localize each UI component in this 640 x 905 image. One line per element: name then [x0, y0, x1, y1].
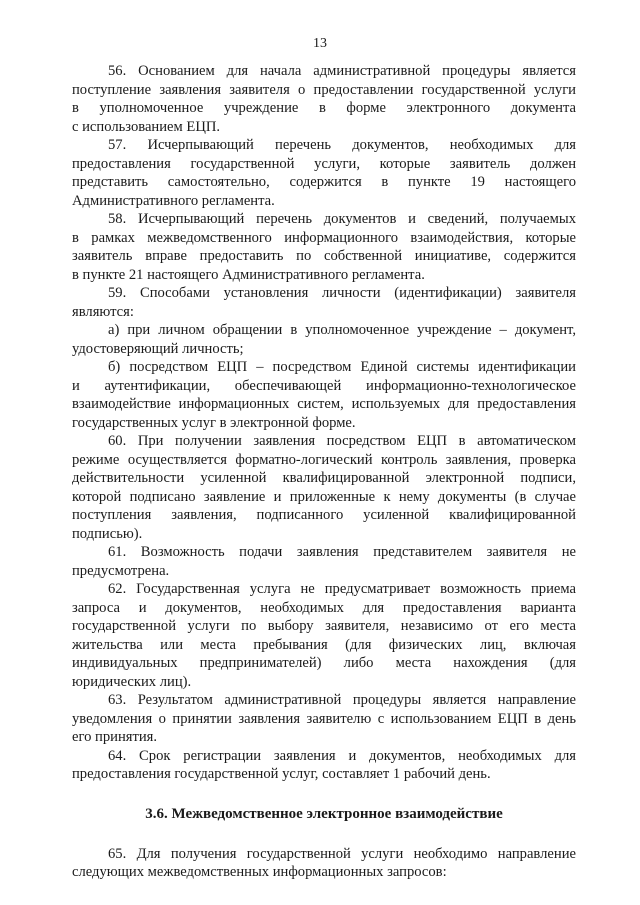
paragraph-line: 58. Исчерпывающий перечень документов и сведений, получаемых: [108, 211, 576, 227]
paragraph-line: которой подписано заявление и приложенные к нему документы (в случае: [72, 488, 576, 505]
paragraph: [72, 543, 576, 580]
paragraph-line: 57. Исчерпывающий перечень документов, необходимых для: [108, 137, 576, 153]
paragraph-line: представить самостоятельно, содержится в пункте 19 настоящего: [72, 174, 576, 190]
paragraph-line: предусмотрена.: [72, 562, 170, 579]
paragraph-line: предоставления государственной услуг, составляет 1 рабочий день.: [72, 766, 491, 782]
paragraph: [72, 321, 576, 358]
paragraph-line: поступление заявления заявителя о предоставлении государственной услуги: [72, 81, 576, 98]
paragraph-line: в пункте 21 настоящего Административного регламента.: [72, 266, 425, 283]
paragraph: [72, 210, 576, 284]
paragraph-line: с использованием ЕЦП.: [72, 118, 221, 135]
paragraph-line: индивидуальных предпринимателей) либо места нахождения (для: [72, 655, 576, 671]
paragraph-line: заявитель вправе предоставить по собственной инициативе, содержится: [72, 248, 576, 264]
paragraph: [72, 845, 576, 882]
paragraph-line: действительности усиленной квалифицированной электронной подписи,: [72, 470, 576, 486]
paragraph-line: юридических лиц).: [72, 673, 192, 690]
paragraph-line: подписью).: [72, 525, 143, 542]
paragraph-line: следующих межведомственных информационных запросов:: [72, 864, 447, 880]
paragraph: [72, 580, 576, 691]
paragraph-line: его принятия.: [72, 729, 158, 745]
paragraph-line: взаимодействие информационных систем, используемых для предоставления: [72, 396, 576, 412]
paragraph: [72, 62, 576, 136]
paragraph-line: 61. Возможность подачи заявления представителем заявителя не: [108, 544, 576, 560]
paragraph-line: предоставления государственной услуги, которые заявитель должен: [72, 155, 576, 172]
paragraph-line: запроса и документов, необходимых для предоставления варианта: [72, 599, 576, 616]
paragraph-line: в уполномоченное учреждение в форме электронного документа: [72, 100, 576, 116]
paragraph-line: 60. При получении заявления посредством ЕЦП в автоматическом: [108, 433, 576, 449]
paragraphs-bottom: [72, 845, 576, 882]
paragraph-line: и аутентификации, обеспечивающей информационно-технологическое: [72, 377, 576, 394]
paragraphs-top: [72, 62, 576, 784]
paragraph: [72, 136, 576, 210]
paragraph-line: 63. Результатом административной процедуры является направление: [108, 692, 576, 708]
paragraph-line: уведомления о принятии заявления заявителю с использованием ЕЦП в день: [72, 710, 576, 727]
paragraph-line: 56. Основанием для начала административной процедуры является: [108, 63, 576, 79]
paragraph-line: 62. Государственная услуга не предусматривает возможность приема: [108, 581, 576, 597]
page-number: 13: [313, 36, 327, 51]
paragraph-line: являются:: [72, 303, 134, 320]
paragraph-line: режиме осуществляется форматно-логический контроль заявления, проверка: [72, 451, 576, 468]
paragraph-line: удостоверяющий личность;: [72, 340, 244, 357]
paragraph-line: б) посредством ЕЦП – посредством Единой системы идентификации: [108, 359, 576, 375]
paragraph-line: государственной услуги по выбору заявителя, независимо от его места: [72, 618, 576, 634]
paragraph: [72, 358, 576, 432]
paragraph-line: 64. Срок регистрации заявления и документов, необходимых для: [108, 747, 576, 764]
paragraph-line: 59. Способами установления личности (идентификации) заявителя: [108, 285, 576, 301]
paragraph-line: жительства или места пребывания (для физических лиц, включая: [72, 636, 576, 653]
paragraph-line: а) при личном обращении в уполномоченное учреждение – документ,: [108, 322, 576, 338]
paragraph: [72, 284, 576, 321]
paragraph-line: поступления заявления, подписанного усиленной квалифицированной: [72, 507, 576, 523]
paragraph: [72, 747, 576, 784]
document-body: [72, 62, 576, 882]
paragraph-line: 65. Для получения государственной услуги необходимо направление: [108, 845, 576, 862]
paragraph-line: в рамках межведомственного информационного взаимодействия, которые: [72, 229, 576, 246]
paragraph: [72, 432, 576, 543]
paragraph-line: Административного регламента.: [72, 192, 275, 209]
section-heading: 3.6. Межведомственное электронное взаимодействие: [145, 805, 503, 822]
paragraph-line: государственных услуг в электронной форме.: [72, 414, 356, 431]
paragraph: [72, 691, 576, 747]
